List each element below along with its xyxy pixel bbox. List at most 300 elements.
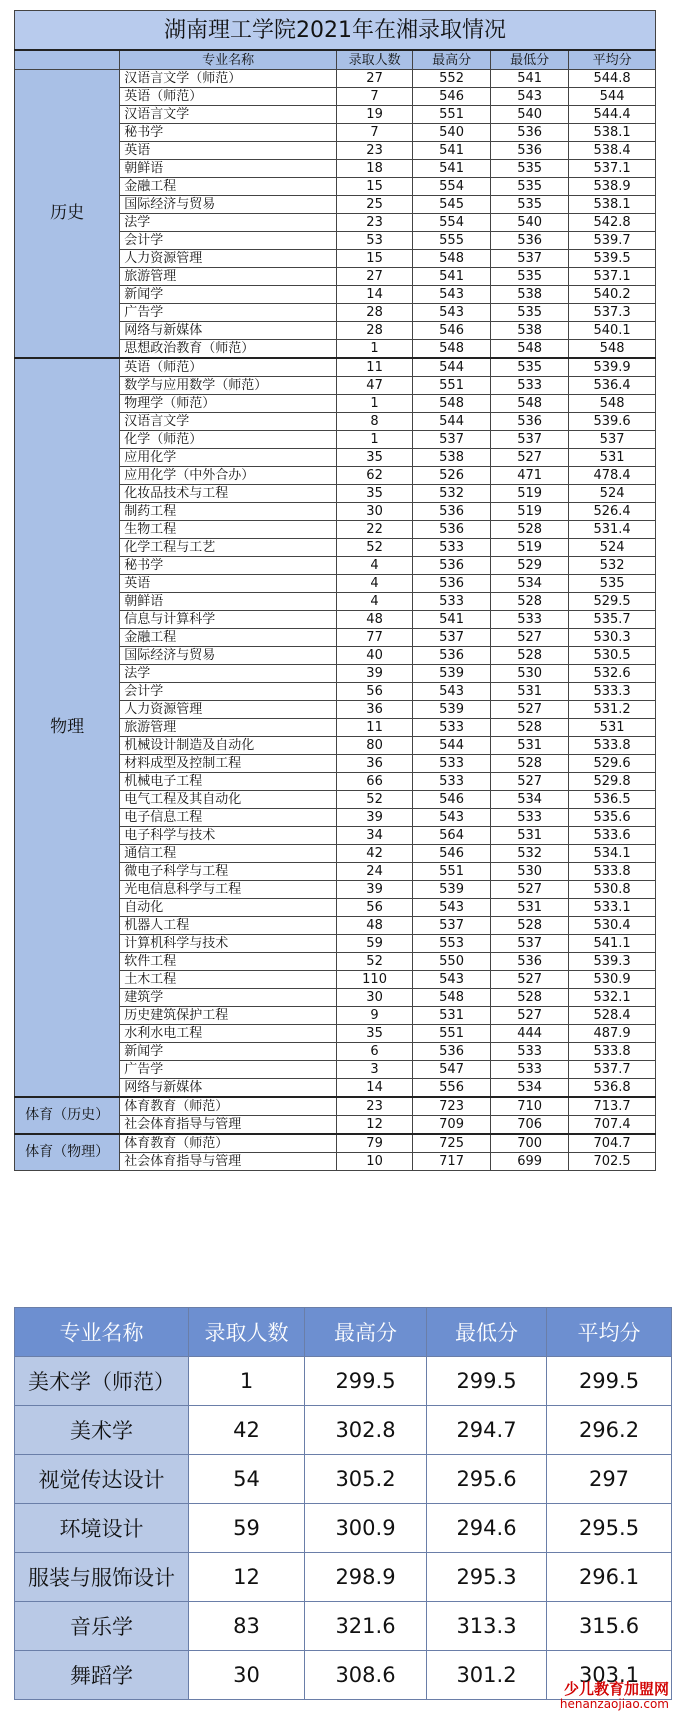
- score-cell: 4: [337, 593, 413, 611]
- major-name: 舞蹈学: [15, 1651, 189, 1700]
- column-header: 最低分: [427, 1308, 547, 1357]
- score-cell: 537: [413, 917, 491, 935]
- score-cell: 297: [547, 1455, 672, 1504]
- score-cell: 537: [491, 935, 569, 953]
- major-name: 法学: [120, 665, 337, 683]
- score-cell: 8: [337, 413, 413, 431]
- score-cell: 536: [491, 142, 569, 160]
- score-cell: 539: [413, 881, 491, 899]
- column-header: 平均分: [569, 50, 656, 70]
- score-cell: 723: [413, 1097, 491, 1116]
- header-row: [15, 50, 656, 70]
- score-cell: 547: [413, 1061, 491, 1079]
- group-label: 体育（历史）: [15, 1097, 120, 1134]
- score-cell: 538.4: [569, 142, 656, 160]
- major-name: 汉语言文学: [120, 106, 337, 124]
- score-cell: 1: [337, 340, 413, 359]
- score-cell: 15: [337, 250, 413, 268]
- score-cell: 14: [337, 1079, 413, 1098]
- score-cell: 18: [337, 160, 413, 178]
- score-cell: 538.1: [569, 124, 656, 142]
- score-cell: 533: [413, 719, 491, 737]
- score-cell: 535: [491, 178, 569, 196]
- major-name: 英语: [120, 142, 337, 160]
- score-cell: 39: [337, 665, 413, 683]
- score-cell: 299.5: [305, 1357, 427, 1406]
- major-name: 会计学: [120, 232, 337, 250]
- major-name: 体育教育（师范）: [120, 1134, 337, 1153]
- score-cell: 53: [337, 232, 413, 250]
- score-cell: 534: [491, 1079, 569, 1098]
- score-cell: 539.7: [569, 232, 656, 250]
- major-name: 应用化学（中外合办）: [120, 467, 337, 485]
- major-name: 会计学: [120, 683, 337, 701]
- score-cell: 77: [337, 629, 413, 647]
- major-name: 水利水电工程: [120, 1025, 337, 1043]
- major-name: 社会体育指导与管理: [120, 1116, 337, 1135]
- watermark-name: 少儿教育加盟网: [563, 1680, 669, 1698]
- score-cell: 471: [491, 467, 569, 485]
- score-cell: 539.5: [569, 250, 656, 268]
- score-cell: 538: [413, 449, 491, 467]
- score-cell: 551: [413, 863, 491, 881]
- score-cell: 4: [337, 557, 413, 575]
- major-name: 光电信息科学与工程: [120, 881, 337, 899]
- score-cell: 546: [413, 845, 491, 863]
- column-header: 最高分: [305, 1308, 427, 1357]
- score-cell: 534: [491, 791, 569, 809]
- score-cell: 12: [337, 1116, 413, 1135]
- score-cell: 56: [337, 683, 413, 701]
- score-cell: 541: [413, 160, 491, 178]
- score-cell: 543: [413, 899, 491, 917]
- score-cell: 535: [491, 196, 569, 214]
- table-row: [15, 358, 656, 377]
- score-cell: 524: [569, 485, 656, 503]
- title-row: [15, 11, 656, 51]
- score-cell: 544.4: [569, 106, 656, 124]
- score-cell: 544: [413, 737, 491, 755]
- score-cell: 528: [491, 593, 569, 611]
- score-cell: 42: [189, 1406, 305, 1455]
- score-cell: 548: [413, 395, 491, 413]
- score-cell: 556: [413, 1079, 491, 1098]
- score-cell: 28: [337, 304, 413, 322]
- score-cell: 537: [569, 431, 656, 449]
- score-cell: 538.1: [569, 196, 656, 214]
- score-cell: 54: [189, 1455, 305, 1504]
- score-cell: 704.7: [569, 1134, 656, 1153]
- score-cell: 539: [413, 701, 491, 719]
- major-name: 广告学: [120, 304, 337, 322]
- major-name: 金融工程: [120, 629, 337, 647]
- score-cell: 35: [337, 449, 413, 467]
- score-cell: 533.1: [569, 899, 656, 917]
- score-cell: 527: [491, 1007, 569, 1025]
- score-cell: 546: [413, 791, 491, 809]
- score-cell: 544.8: [569, 70, 656, 88]
- column-header: 录取人数: [337, 50, 413, 70]
- score-cell: 536.4: [569, 377, 656, 395]
- score-cell: 537: [413, 629, 491, 647]
- group-label: 物理: [15, 358, 120, 1097]
- major-name: 汉语言文学: [120, 413, 337, 431]
- score-cell: 478.4: [569, 467, 656, 485]
- score-cell: 528: [491, 719, 569, 737]
- score-cell: 52: [337, 791, 413, 809]
- score-cell: 12: [189, 1553, 305, 1602]
- score-cell: 536.5: [569, 791, 656, 809]
- score-cell: 299.5: [427, 1357, 547, 1406]
- score-cell: 554: [413, 178, 491, 196]
- art-header-row: [15, 1308, 672, 1357]
- score-cell: 7: [337, 124, 413, 142]
- score-cell: 540: [413, 124, 491, 142]
- major-name: 电子科学与技术: [120, 827, 337, 845]
- score-cell: 530.4: [569, 917, 656, 935]
- score-cell: 30: [337, 503, 413, 521]
- score-cell: 554: [413, 214, 491, 232]
- major-name: 秘书学: [120, 557, 337, 575]
- major-name: 国际经济与贸易: [120, 196, 337, 214]
- score-cell: 540.2: [569, 286, 656, 304]
- major-name: 生物工程: [120, 521, 337, 539]
- major-name: 英语: [120, 575, 337, 593]
- art-admission-table: [14, 1307, 672, 1700]
- score-cell: 27: [337, 70, 413, 88]
- score-cell: 707.4: [569, 1116, 656, 1135]
- score-cell: 537: [413, 431, 491, 449]
- score-cell: 35: [337, 485, 413, 503]
- score-cell: 526.4: [569, 503, 656, 521]
- score-cell: 537.7: [569, 1061, 656, 1079]
- score-cell: 36: [337, 701, 413, 719]
- score-cell: 541: [491, 70, 569, 88]
- score-cell: 537: [491, 431, 569, 449]
- score-cell: 527: [491, 449, 569, 467]
- score-cell: 532.1: [569, 989, 656, 1007]
- score-cell: 294.7: [427, 1406, 547, 1455]
- score-cell: 535.7: [569, 611, 656, 629]
- major-name: 物理学（师范）: [120, 395, 337, 413]
- score-cell: 519: [491, 539, 569, 557]
- score-cell: 47: [337, 377, 413, 395]
- major-name: 美术学（师范）: [15, 1357, 189, 1406]
- score-cell: 537: [491, 250, 569, 268]
- score-cell: 529: [491, 557, 569, 575]
- score-cell: 533.3: [569, 683, 656, 701]
- table-row: [15, 1504, 672, 1553]
- major-name: 人力资源管理: [120, 250, 337, 268]
- score-cell: 528.4: [569, 1007, 656, 1025]
- score-cell: 709: [413, 1116, 491, 1135]
- score-cell: 536: [491, 413, 569, 431]
- score-cell: 545: [413, 196, 491, 214]
- score-cell: 1: [337, 431, 413, 449]
- column-header: 平均分: [547, 1308, 672, 1357]
- major-name: 旅游管理: [120, 719, 337, 737]
- score-cell: 706: [491, 1116, 569, 1135]
- score-cell: 524: [569, 539, 656, 557]
- major-name: 法学: [120, 214, 337, 232]
- score-cell: 533.8: [569, 863, 656, 881]
- score-cell: 296.2: [547, 1406, 672, 1455]
- score-cell: 15: [337, 178, 413, 196]
- major-name: 材料成型及控制工程: [120, 755, 337, 773]
- score-cell: 530.5: [569, 647, 656, 665]
- score-cell: 533.8: [569, 1043, 656, 1061]
- score-cell: 536.8: [569, 1079, 656, 1098]
- score-cell: 533: [491, 1043, 569, 1061]
- score-cell: 7: [337, 88, 413, 106]
- table-row: [15, 1357, 672, 1406]
- score-cell: 543: [413, 683, 491, 701]
- score-cell: 530: [491, 665, 569, 683]
- score-cell: 538: [491, 322, 569, 340]
- major-name: 广告学: [120, 1061, 337, 1079]
- score-cell: 302.8: [305, 1406, 427, 1455]
- score-cell: 528: [491, 917, 569, 935]
- score-cell: 530.3: [569, 629, 656, 647]
- major-name: 美术学: [15, 1406, 189, 1455]
- score-cell: 532: [413, 485, 491, 503]
- score-cell: 487.9: [569, 1025, 656, 1043]
- score-cell: 444: [491, 1025, 569, 1043]
- watermark-url: henanzaojiao.com: [559, 1697, 669, 1711]
- score-cell: 294.6: [427, 1504, 547, 1553]
- major-name: 电子信息工程: [120, 809, 337, 827]
- score-cell: 533: [413, 539, 491, 557]
- major-name: 网络与新媒体: [120, 1079, 337, 1098]
- score-cell: 539.6: [569, 413, 656, 431]
- score-cell: 531: [569, 719, 656, 737]
- page-title: 湖南理工学院2021年在湘录取情况: [15, 11, 656, 51]
- major-name: 思想政治教育（师范）: [120, 340, 337, 359]
- score-cell: 531.2: [569, 701, 656, 719]
- score-cell: 536: [413, 557, 491, 575]
- score-cell: 48: [337, 611, 413, 629]
- score-cell: 540.1: [569, 322, 656, 340]
- admission-table: [14, 10, 656, 1171]
- score-cell: 295.6: [427, 1455, 547, 1504]
- score-cell: 538: [491, 286, 569, 304]
- major-name: 国际经济与贸易: [120, 647, 337, 665]
- score-cell: 533: [491, 809, 569, 827]
- score-cell: 533: [413, 773, 491, 791]
- score-cell: 532.6: [569, 665, 656, 683]
- score-cell: 315.6: [547, 1602, 672, 1651]
- score-cell: 564: [413, 827, 491, 845]
- score-cell: 535: [569, 575, 656, 593]
- score-cell: 540: [491, 106, 569, 124]
- major-name: 数学与应用数学（师范）: [120, 377, 337, 395]
- score-cell: 548: [569, 395, 656, 413]
- score-cell: 700: [491, 1134, 569, 1153]
- score-cell: 22: [337, 521, 413, 539]
- score-cell: 533: [491, 1061, 569, 1079]
- score-cell: 542.8: [569, 214, 656, 232]
- score-cell: 519: [491, 485, 569, 503]
- score-cell: 544: [413, 358, 491, 377]
- score-cell: 543: [413, 286, 491, 304]
- major-name: 信息与计算科学: [120, 611, 337, 629]
- major-name: 社会体育指导与管理: [120, 1153, 337, 1171]
- score-cell: 531: [491, 737, 569, 755]
- major-name: 土木工程: [120, 971, 337, 989]
- score-cell: 48: [337, 917, 413, 935]
- table-row: [15, 70, 656, 88]
- column-header: 最低分: [491, 50, 569, 70]
- score-cell: 543: [413, 304, 491, 322]
- score-cell: 535.6: [569, 809, 656, 827]
- score-cell: 552: [413, 70, 491, 88]
- group-label: 历史: [15, 70, 120, 359]
- score-cell: 527: [491, 971, 569, 989]
- score-cell: 19: [337, 106, 413, 124]
- major-name: 历史建筑保护工程: [120, 1007, 337, 1025]
- score-cell: 537.1: [569, 160, 656, 178]
- score-cell: 527: [491, 701, 569, 719]
- score-cell: 36: [337, 755, 413, 773]
- major-name: 服装与服饰设计: [15, 1553, 189, 1602]
- major-name: 音乐学: [15, 1602, 189, 1651]
- score-cell: 11: [337, 719, 413, 737]
- score-cell: 526: [413, 467, 491, 485]
- major-name: 新闻学: [120, 286, 337, 304]
- major-name: 汉语言文学（师范）: [120, 70, 337, 88]
- score-cell: 527: [491, 773, 569, 791]
- major-name: 人力资源管理: [120, 701, 337, 719]
- score-cell: 548: [569, 340, 656, 359]
- score-cell: 548: [413, 250, 491, 268]
- score-cell: 548: [413, 989, 491, 1007]
- score-cell: 539.3: [569, 953, 656, 971]
- score-cell: 299.5: [547, 1357, 672, 1406]
- score-cell: 296.1: [547, 1553, 672, 1602]
- score-cell: 536: [491, 124, 569, 142]
- major-name: 视觉传达设计: [15, 1455, 189, 1504]
- score-cell: 321.6: [305, 1602, 427, 1651]
- score-cell: 14: [337, 286, 413, 304]
- score-cell: 551: [413, 1025, 491, 1043]
- score-cell: 533: [491, 377, 569, 395]
- score-cell: 528: [491, 989, 569, 1007]
- score-cell: 543: [413, 809, 491, 827]
- score-cell: 528: [491, 521, 569, 539]
- score-cell: 551: [413, 377, 491, 395]
- score-cell: 537.3: [569, 304, 656, 322]
- score-cell: 533: [491, 611, 569, 629]
- score-cell: 535: [491, 268, 569, 286]
- score-cell: 24: [337, 863, 413, 881]
- major-name: 应用化学: [120, 449, 337, 467]
- score-cell: 528: [491, 755, 569, 773]
- score-cell: 110: [337, 971, 413, 989]
- score-cell: 303.1: [547, 1651, 672, 1700]
- score-cell: 532: [491, 845, 569, 863]
- major-name: 制药工程: [120, 503, 337, 521]
- score-cell: 536: [413, 503, 491, 521]
- score-cell: 550: [413, 953, 491, 971]
- score-cell: 3: [337, 1061, 413, 1079]
- score-cell: 543: [491, 88, 569, 106]
- score-cell: 536: [491, 953, 569, 971]
- score-cell: 39: [337, 809, 413, 827]
- score-cell: 533: [413, 593, 491, 611]
- score-cell: 535: [491, 304, 569, 322]
- major-name: 机械设计制造及自动化: [120, 737, 337, 755]
- score-cell: 23: [337, 142, 413, 160]
- score-cell: 527: [491, 629, 569, 647]
- score-cell: 35: [337, 1025, 413, 1043]
- score-cell: 548: [491, 395, 569, 413]
- score-cell: 537.1: [569, 268, 656, 286]
- score-cell: 548: [413, 340, 491, 359]
- score-cell: 534.1: [569, 845, 656, 863]
- column-header: 最高分: [413, 50, 491, 70]
- score-cell: 34: [337, 827, 413, 845]
- score-cell: 300.9: [305, 1504, 427, 1553]
- score-cell: 533.8: [569, 737, 656, 755]
- score-cell: 80: [337, 737, 413, 755]
- score-cell: 541.1: [569, 935, 656, 953]
- score-cell: 62: [337, 467, 413, 485]
- score-cell: 546: [413, 322, 491, 340]
- major-name: 旅游管理: [120, 268, 337, 286]
- table-row: [15, 1134, 656, 1153]
- score-cell: 25: [337, 196, 413, 214]
- score-cell: 59: [337, 935, 413, 953]
- major-name: 建筑学: [120, 989, 337, 1007]
- score-cell: 23: [337, 214, 413, 232]
- score-cell: 717: [413, 1153, 491, 1171]
- score-cell: 83: [189, 1602, 305, 1651]
- major-name: 环境设计: [15, 1504, 189, 1553]
- major-name: 微电子科学与工程: [120, 863, 337, 881]
- score-cell: 536: [413, 575, 491, 593]
- score-cell: 30: [337, 989, 413, 1007]
- major-name: 金融工程: [120, 178, 337, 196]
- table-row: [15, 1097, 656, 1116]
- watermark: [560, 1682, 669, 1712]
- score-cell: 533: [413, 755, 491, 773]
- major-name: 网络与新媒体: [120, 322, 337, 340]
- major-name: 计算机科学与技术: [120, 935, 337, 953]
- major-name: 化学（师范）: [120, 431, 337, 449]
- major-name: 化学工程与工艺: [120, 539, 337, 557]
- score-cell: 531: [413, 1007, 491, 1025]
- major-name: 机械电子工程: [120, 773, 337, 791]
- score-cell: 553: [413, 935, 491, 953]
- group-label: 体育（物理）: [15, 1134, 120, 1171]
- score-cell: 548: [491, 340, 569, 359]
- score-cell: 546: [413, 88, 491, 106]
- score-cell: 536: [413, 521, 491, 539]
- score-cell: 532: [569, 557, 656, 575]
- table-row: [15, 1553, 672, 1602]
- score-cell: 301.2: [427, 1651, 547, 1700]
- score-cell: 535: [491, 160, 569, 178]
- column-header: 专业名称: [120, 50, 337, 70]
- score-cell: 544: [413, 413, 491, 431]
- score-cell: 529.6: [569, 755, 656, 773]
- score-cell: 39: [337, 881, 413, 899]
- score-cell: 699: [491, 1153, 569, 1171]
- score-cell: 52: [337, 953, 413, 971]
- score-cell: 541: [413, 268, 491, 286]
- score-cell: 1: [189, 1357, 305, 1406]
- table-row: [15, 1455, 672, 1504]
